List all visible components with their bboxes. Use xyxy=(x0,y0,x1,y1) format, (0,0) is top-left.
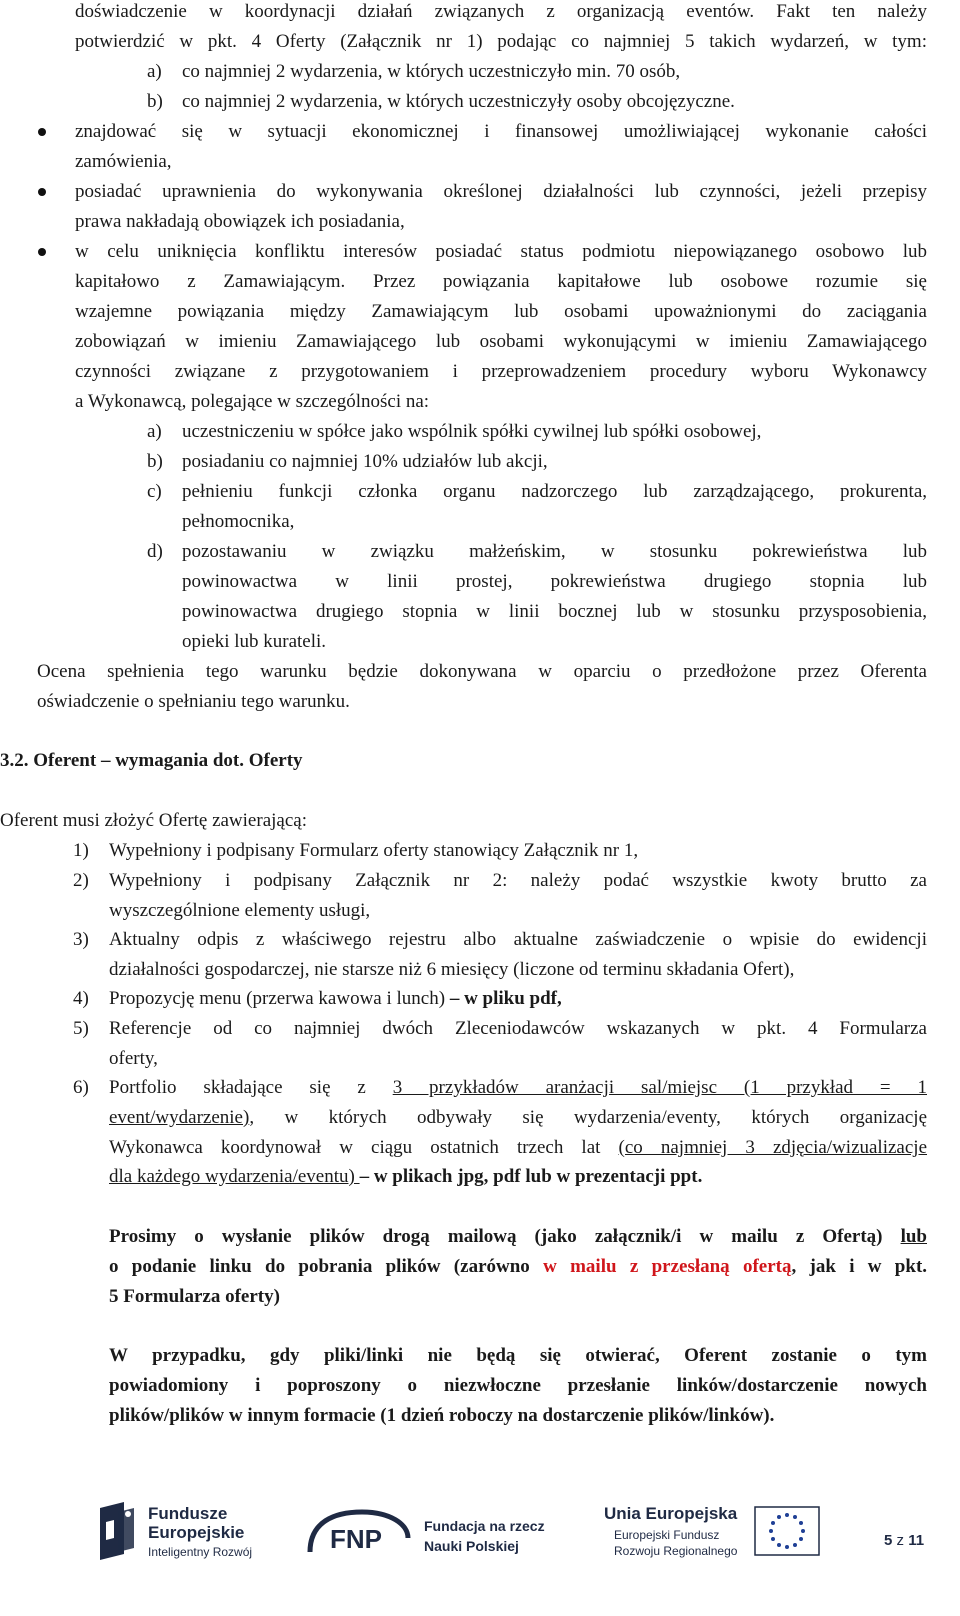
item-text-underlined: (co najmniej 3 zdjęcia/wizualizacje xyxy=(618,1137,928,1158)
ue-fund-line1: Europejski Fundusz xyxy=(614,1528,720,1542)
item-text: , w których odbywały się wydarzenia/eventy, których organizację xyxy=(249,1107,927,1128)
list-item: pozostawaniu w związku małżeńskim, w stosunku pokrewieństwa lub xyxy=(182,541,927,562)
list-item: Referencje od co najmniej dwóch Zleceniodawców wskazanych w pkt. 4 Formularza xyxy=(109,1018,927,1039)
page-total: 11 xyxy=(908,1532,925,1549)
list-item xyxy=(109,1073,927,1103)
list-item xyxy=(109,1103,927,1133)
list-item: Wypełniony i podpisany Załącznik nr 2: należy podać wszystkie kwoty brutto za xyxy=(109,870,927,891)
bullet-dot xyxy=(38,128,46,136)
text-line: doświadczenie w koordynacji działań związanych z organizacją eventów. Fakt ten należy xyxy=(75,1,927,22)
note-line xyxy=(109,1252,927,1282)
list-label: a) xyxy=(147,61,162,82)
text-line: wzajemne powiązania między Zamawiającym lub osobami upoważnionymi do zaciągania xyxy=(75,301,927,322)
note-line: 5 Formularza oferty) xyxy=(109,1286,280,1307)
list-item xyxy=(109,1162,702,1192)
item-text-underlined: 3 przykładów aranżacji sal/miejsc (1 przykład = 1 xyxy=(392,1077,927,1098)
list-item xyxy=(109,984,562,1014)
list-label: b) xyxy=(147,451,163,472)
list-label: d) xyxy=(147,541,163,562)
list-item: co najmniej 2 wydarzenia, w których uczestniczyły osoby obcojęzyczne. xyxy=(182,91,735,112)
fnp-title-line2: Nauki Polskiej xyxy=(424,1538,519,1554)
list-item: pełnieniu funkcji członka organu nadzorczego lub zarządzającego, prokurenta, xyxy=(182,481,927,502)
list-label: 3) xyxy=(73,929,89,950)
text-line: Ocena spełnienia tego warunku będzie dokonywana w oparciu o przedłożone przez Oferenta xyxy=(37,661,927,682)
text-line: a Wykonawcą, polegające w szczególności na: xyxy=(75,391,430,412)
note-text: , jak i w pkt. xyxy=(791,1256,928,1277)
ue-fund-line2: Rozwoju Regionalnego xyxy=(614,1544,738,1558)
list-label: 5) xyxy=(73,1018,89,1039)
list-label: c) xyxy=(147,481,162,502)
fnp-logo-text: FNP xyxy=(330,1524,382,1554)
eu-flag-icon xyxy=(754,1506,820,1556)
text-line: w celu uniknięcia konfliktu interesów posiadać status podmiotu niepowiązanego osobowo lub xyxy=(75,241,927,262)
note-text: o podanie linku do pobrania plików (zarówno xyxy=(109,1256,544,1277)
note-line: powiadomiony i poproszony o niezwłoczne przesłanie linków/dostarczenie nowych xyxy=(109,1375,927,1396)
page-separator: z xyxy=(896,1532,905,1549)
text-line: Oferent musi złożyć Ofertę zawierającą: xyxy=(0,810,307,831)
item-text: Wykonawca koordynował w ciągu ostatnich trzech lat xyxy=(109,1137,619,1158)
item-text: Portfolio składające się z xyxy=(109,1077,393,1098)
list-label: 2) xyxy=(73,870,89,891)
list-item: posiadaniu co najmniej 10% udziałów lub akcji, xyxy=(182,451,548,472)
list-item: Aktualny odpis z właściwego rejestru albo aktualne zaświadczenie o wpisie do ewidencji xyxy=(109,929,927,950)
note-text: Prosimy o wysłanie plików drogą mailową (jako załącznik/i w mailu z Ofertą) xyxy=(109,1226,901,1247)
item-text: Propozycję menu (przerwa kawowa i lunch) xyxy=(109,988,450,1009)
text-line: potwierdzić w pkt. 4 Oferty (Załącznik nr 1) podając co najmniej 5 takich wydarzeń, w tym: xyxy=(75,31,927,52)
list-label: a) xyxy=(147,421,162,442)
list-item: oferty, xyxy=(109,1048,158,1069)
list-label: 4) xyxy=(73,988,89,1009)
list-label: 1) xyxy=(73,840,89,861)
fe-subtitle: Inteligentny Rozwój xyxy=(148,1545,253,1559)
list-item: uczestniczeniu w spółce jako wspólnik spółki cywilnej lub spółki osobowej, xyxy=(182,421,762,442)
page-current: 5 xyxy=(884,1532,893,1549)
item-text-bold: – w plikach jpg, pdf lub w prezentacji ppt. xyxy=(359,1166,703,1187)
page-number xyxy=(884,1532,924,1550)
fe-title-line1: Fundusze xyxy=(148,1504,228,1523)
text-line: prawa nakładają obowiązek ich posiadania, xyxy=(75,211,405,232)
list-item: pełnomocnika, xyxy=(182,511,295,532)
item-text-bold: – w pliku pdf, xyxy=(449,988,562,1009)
bullet-dot xyxy=(38,248,46,256)
list-item xyxy=(109,1133,927,1163)
item-text-underlined: dla każdego wydarzenia/eventu) xyxy=(109,1166,360,1187)
note-line: plików/plików w innym formacie (1 dzień roboczy na dostarczenie plików/linków). xyxy=(109,1405,775,1426)
text-line: znajdować się w sytuacji ekonomicznej i finansowej umożliwiającej wykonanie całości xyxy=(75,121,927,142)
list-label: 6) xyxy=(73,1077,89,1098)
item-text-underlined: event/wydarzenie) xyxy=(109,1107,250,1128)
fnp-title-line1: Fundacja na rzecz xyxy=(424,1518,545,1534)
list-item: Wypełniony i podpisany Formularz oferty stanowiący Załącznik nr 1, xyxy=(109,840,639,861)
bullet-dot xyxy=(38,188,46,196)
text-line: oświadczenie o spełnianiu tego warunku. xyxy=(37,691,350,712)
list-item: powinowactwa w linii prostej, pokrewieństwa drugiego stopnia lub xyxy=(182,571,927,592)
list-item: wyszczególnione elementy usługi, xyxy=(109,900,371,921)
fnp-logo-icon xyxy=(304,1508,414,1562)
section-heading: 3.2. Oferent – wymagania dot. Oferty xyxy=(0,750,303,771)
list-item: powinowactwa drugiego stopnia w linii bocznej lub w stosunku przysposobienia, xyxy=(182,601,927,622)
ue-title: Unia Europejska xyxy=(604,1504,738,1523)
text-line: kapitałowo z Zamawiającym. Przez powiązania kapitałowe lub osobowe rozumie się xyxy=(75,271,927,292)
text-line: zamówienia, xyxy=(75,151,172,172)
note-line xyxy=(109,1222,927,1252)
text-line: czynności związane z przygotowaniem i przeprowadzeniem procedury wyboru Wykonawcy xyxy=(75,361,927,382)
list-item: co najmniej 2 wydarzenia, w których uczestniczyło min. 70 osób, xyxy=(182,61,681,82)
fundusze-europejskie-logo-icon xyxy=(96,1498,140,1568)
fe-title-line2: Europejskie xyxy=(148,1523,245,1542)
list-label: b) xyxy=(147,91,163,112)
note-text-underlined: lub xyxy=(900,1226,927,1247)
page-footer xyxy=(0,1504,960,1616)
list-item: działalności gospodarczej, nie starsze niż 6 miesięcy (liczone od terminu składania Ofert), xyxy=(109,959,795,980)
note-text-red: w mailu z przesłaną ofertą xyxy=(543,1256,792,1277)
note-line: W przypadku, gdy pliki/linki nie będą się otwierać, Oferent zostanie o tym xyxy=(109,1345,927,1366)
text-line: posiadać uprawnienia do wykonywania określonej działalności lub czynności, jeżeli przepisy xyxy=(75,181,927,202)
list-item: opieki lub kurateli. xyxy=(182,631,327,652)
text-line: zobowiązań w imieniu Zamawiającego lub osobami wykonującymi w imieniu Zamawiającego xyxy=(75,331,927,352)
